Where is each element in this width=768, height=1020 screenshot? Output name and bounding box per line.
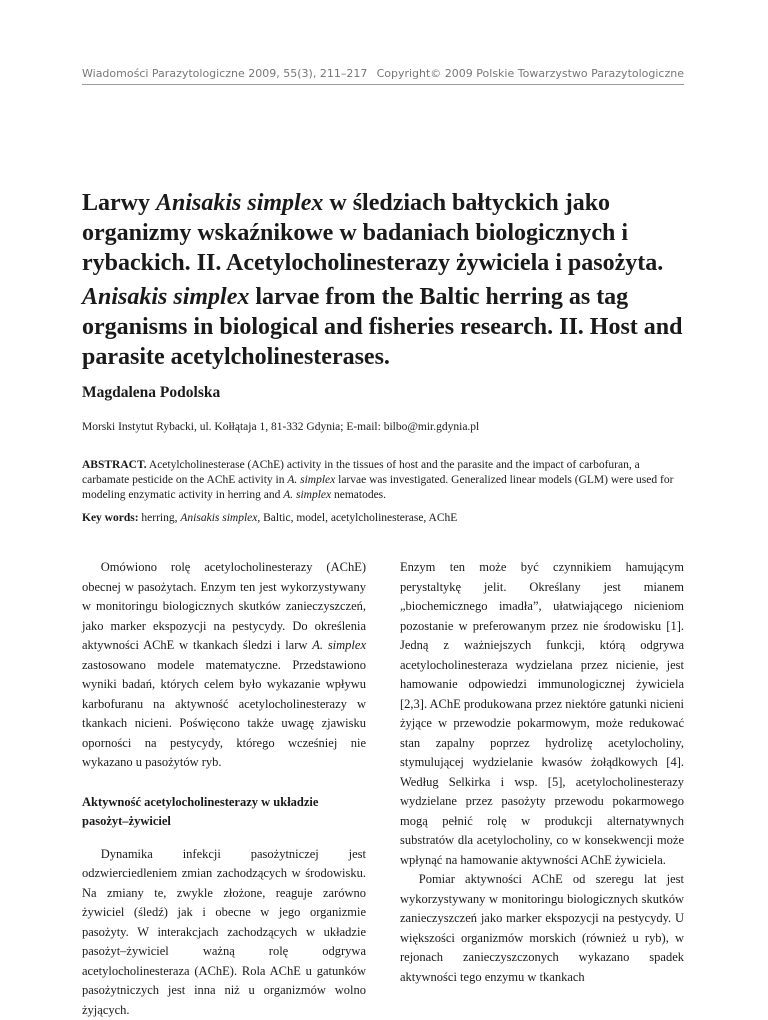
body-column-left <box>82 558 366 1020</box>
abstract-label: ABSTRACT. <box>82 459 147 471</box>
journal-citation: Wiadomości Parazytologiczne 2009, 55(3), 211–217 <box>82 67 367 80</box>
copyright-notice: Copyright© 2009 Polskie Towarzystwo Parazytologiczne <box>377 67 684 80</box>
species-name: Anisakis simplex <box>156 190 323 216</box>
paragraph: Enzym ten może być czynnikiem hamującym perystaltykę jelit. Określany jest mianem „biochemicznego imadła”, ułatwiającego nicieniom pozostanie w preferowanym przez nie środowisku [1]. Jedną z ważniejszych funkcji, którą odgrywa acetylocholinesteraza wydzielana przez nicienie, jest hamowanie odpowiedzi immunologicznej żywiciela [2,3]. AChE produkowana przez niektóre gatunki nicieni żyjące w przewodzie pokarmowym, może redukować stan zapalny poprzez hydrolizę acetylocholiny, stymulującej wydzielanie kwasów żołądkowych [4]. Według Selkirka i wsp. [5], acetylocholinesterazy wydzielane przez pasożyty przewodu pokarmowego mogą pełnić rolę w produkcji alternatywnych substratów dla acetylocholiny, co w konsekwencji może wpłynąć na hamowanie aktywności AChE żywiciela. <box>400 558 684 870</box>
running-header <box>82 64 684 85</box>
title-polish: Larwy Anisakis simplex w śledziach bałtyckich jako organizmy wskaźnikowe w badaniach biologicznych i rybackich. II. Acetylocholinesterazy żywiciela i pasożyta. <box>82 188 702 278</box>
paragraph: Omówiono rolę acetylocholinesterazy (AChE) obecnej w pasożytach. Enzym ten jest wykorzystywany w monitoringu biologicznych skutków zanieczyszczeń, jako marker ekspozycji na pestycydy. Do określenia aktywności AChE w tkankach śledzi i larw A. simplex zastosowano modele matematyczne. Przedstawiono wyniki badań, których celem było wykazanie wpływu karbofuranu na aktywność acetylocholinesterazy w tkankach nicieni. Poświęcono także uwagę zjawisku oporności na pestycydy, którego wcześniej nie wykazano u pasożytów ryb. <box>82 558 366 773</box>
keywords: Key words: herring, Anisakis simplex, Baltic, model, acetylcholinesterase, AChE <box>82 512 686 524</box>
paragraph: Pomiar aktywności AChE od szeregu lat jest wykorzystywany w monitoringu biologicznych skutków zanieczyszczeń jako marker ekspozycji na pestycydy. U większości organizmów morskich (również u ryb), w rejonach zanieczyszczonych wykazano spadek aktywności tego enzymu w tkankach <box>400 870 684 987</box>
affiliation: Morski Instytut Rybacki, ul. Kołłątaja 1, 81-332 Gdynia; E-mail: bilbo@mir.gdynia.pl <box>82 421 686 433</box>
body-column-right <box>400 558 684 987</box>
author-name: Magdalena Podolska <box>82 384 220 402</box>
species-name: Anisakis simplex <box>82 284 249 310</box>
title-english: Anisakis simplex larvae from the Baltic herring as tag organisms in biological and fisheries research. II. Host and parasite acetylcholinesterases. <box>82 282 702 372</box>
keywords-label: Key words: <box>82 512 139 524</box>
abstract: ABSTRACT. Acetylcholinesterase (AChE) activity in the tissues of host and the parasite and the impact of carbofuran, a carbamate pesticide on the AChE activity in A. simplex larvae was investigated. Generalized linear models (GLM) were used for modeling enzymatic activity in herring and A. simplex nematodes. <box>82 458 686 503</box>
paragraph: Dynamika infekcji pasożytniczej jest odzwierciedleniem zmian zachodzących w środowisku. Na zmiany te, zwykle złożone, reaguje zarówno żywiciel (śledź) jak i obecne w jego organizmie pasożyty. W interakcjach zachodzących w układzie pasożyt–żywiciel ważną rolę odgrywa acetylocholinesteraza (AChE). Rola AChE u gatunków pasożytniczych jest inna niż u organizmów wolno żyjących. <box>82 845 366 1020</box>
section-heading: Aktywność acetylocholinesterazy w układzie pasożyt–żywiciel <box>82 793 366 832</box>
